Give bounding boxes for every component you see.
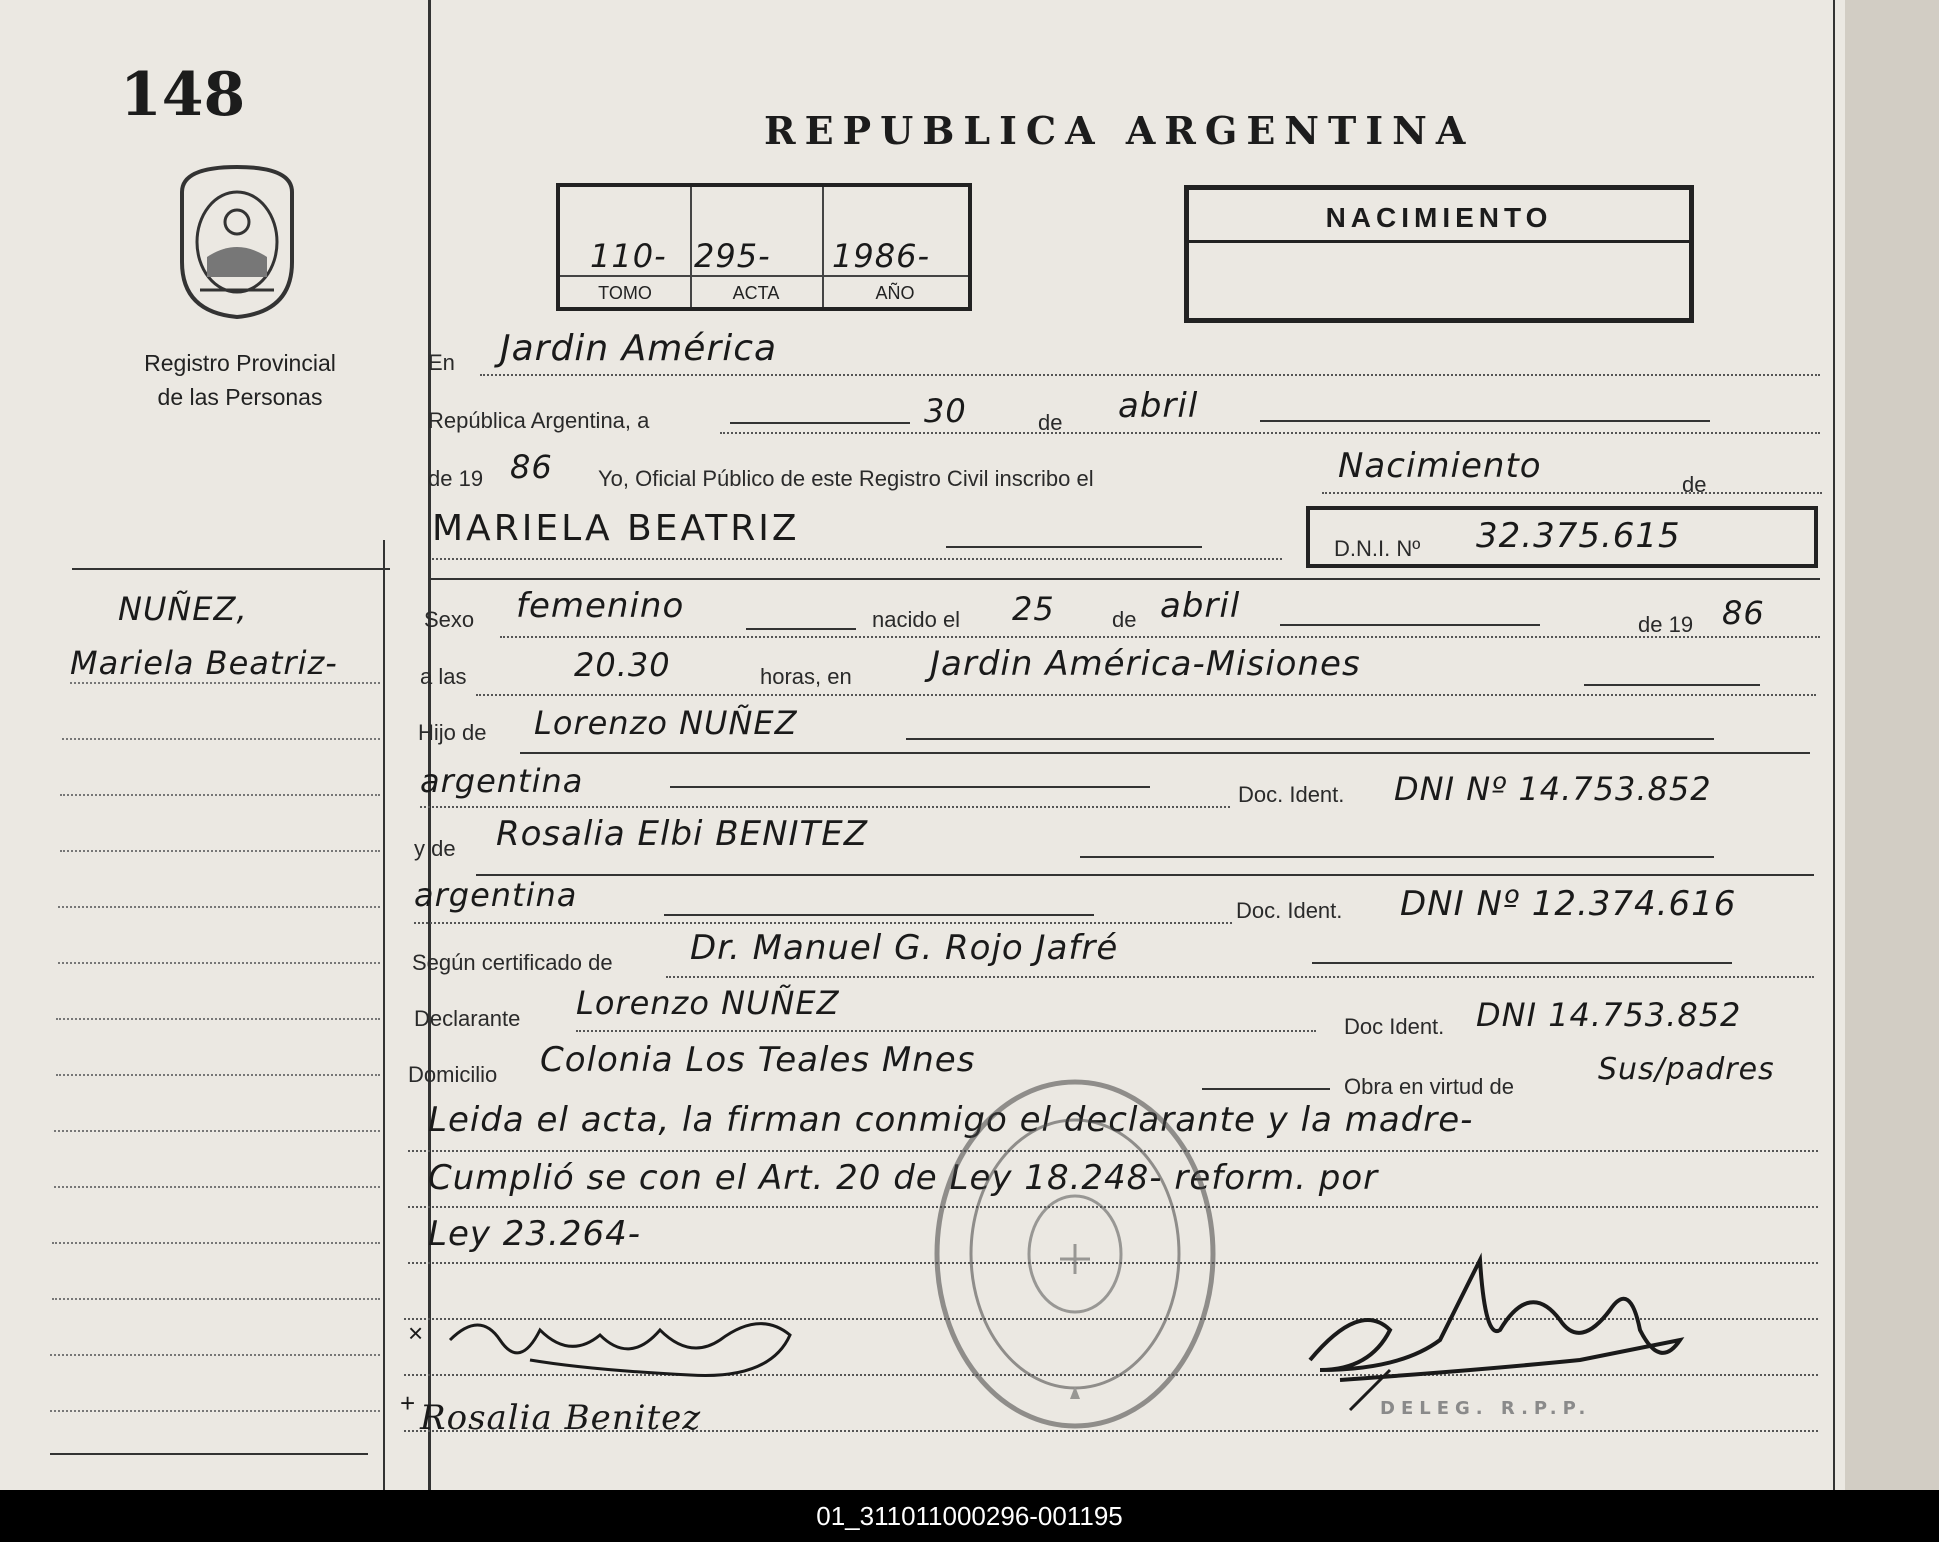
line-a-las <box>476 694 1816 696</box>
signature-officer <box>1280 1220 1720 1420</box>
line-domicilio <box>1202 1088 1330 1090</box>
line-en <box>480 374 1820 376</box>
tomo-label: TOMO <box>598 283 652 303</box>
line-certificado-row <box>666 976 1814 978</box>
declarant-address: Colonia Los Teales Mnes <box>540 1040 976 1080</box>
margin-line-8 <box>56 1074 380 1076</box>
child-sex: femenino <box>516 586 685 626</box>
provincial-seal-logo <box>172 162 302 322</box>
margin-line-2 <box>62 738 380 740</box>
line-mother-nationality <box>664 914 1094 916</box>
father-name: Lorenzo NUÑEZ <box>534 704 798 742</box>
act-type-divider <box>1189 240 1689 243</box>
registration-day: 30 <box>924 392 967 430</box>
declarant-name: Lorenzo NUÑEZ <box>576 984 840 1022</box>
margin-line-9 <box>54 1130 380 1132</box>
margin-line-11 <box>52 1242 380 1244</box>
line-name <box>432 558 1282 560</box>
tomo-value: 110- <box>590 237 667 275</box>
birth-place: Jardin América-Misiones <box>930 644 1361 684</box>
label-de-1: de <box>1038 410 1063 435</box>
registry-name-line1: Registro Provincial <box>144 350 336 376</box>
remarks-line-3: Ley 23.264- <box>428 1214 642 1254</box>
line-before-day <box>730 422 910 424</box>
line-mother <box>1080 856 1714 858</box>
label-dni: D.N.I. Nº <box>1334 536 1421 561</box>
line-yo-oficial <box>1322 492 1822 494</box>
birth-day: 25 <box>1012 590 1055 628</box>
margin-separator-top <box>72 568 390 570</box>
label-en: En <box>428 350 455 375</box>
margin-line-5 <box>58 906 380 908</box>
register-reference-box <box>556 183 972 311</box>
label-de-3: de <box>1112 607 1137 632</box>
label-republica-a: República Argentina, a <box>428 408 650 433</box>
line-father-nationality <box>670 786 1150 788</box>
line-republica <box>720 432 1820 434</box>
officer-stamp-text: DELEG. R.P.P. <box>1380 1398 1592 1419</box>
registration-month: abril <box>1118 386 1199 426</box>
label-de-19-birth: de 19 <box>1638 612 1694 637</box>
remarks-line-1: Leida el acta, la firman conmigo el declarante y la madre- <box>428 1100 1474 1140</box>
mother-dni: DNI Nº 12.374.616 <box>1400 884 1737 924</box>
line-after-name <box>946 546 1202 548</box>
act-type-label: NACIMIENTO <box>1325 202 1553 233</box>
right-edge-divider <box>1833 0 1835 1490</box>
line-father-nat-row <box>420 806 1230 808</box>
cross-mark-2: + <box>400 1388 416 1418</box>
registry-stamp <box>930 1074 1220 1434</box>
margin-line-10 <box>54 1186 380 1188</box>
line-birth-month <box>1280 624 1540 626</box>
label-hijo-de: Hijo de <box>418 720 487 745</box>
inscribed-act: Nacimiento <box>1338 446 1542 486</box>
margin-separator-bottom <box>50 1453 368 1455</box>
child-dni: 32.375.615 <box>1476 516 1681 556</box>
mother-name: Rosalia Elbi BENITEZ <box>496 814 869 854</box>
margin-line-12 <box>52 1298 380 1300</box>
margin-note-given-names: Mariela Beatriz- <box>70 644 338 682</box>
acting-by-virtue-of: Sus/padres <box>1598 1052 1775 1087</box>
line-sexo <box>746 628 856 630</box>
registry-name <box>100 346 380 414</box>
ref-baseline <box>560 275 968 277</box>
label-doc-ident-father: Doc. Ident. <box>1238 782 1345 807</box>
father-nationality: argentina <box>420 762 584 800</box>
ano-label: AÑO <box>875 283 915 303</box>
margin-line-4 <box>60 850 380 852</box>
label-declarante: Declarante <box>414 1006 521 1031</box>
margin-line-3 <box>60 794 380 796</box>
label-yo-oficial: Yo, Oficial Público de este Registro Civil inscribo el <box>598 466 1094 491</box>
line-mother-nat-row <box>414 922 1232 924</box>
section-divider-2 <box>520 752 1810 754</box>
margin-line-6 <box>58 962 380 964</box>
acta-value: 295- <box>694 237 771 275</box>
mother-signature-text: Rosalia Benitez <box>420 1398 702 1438</box>
image-identifier: 01_311011000296-001195 <box>0 1490 1939 1542</box>
country-title: REPUBLICA ARGENTINA <box>764 108 1475 153</box>
section-divider-3 <box>476 874 1814 876</box>
registration-year-suffix: 86 <box>510 448 553 486</box>
line-sexo-row <box>500 636 1820 638</box>
page-edge-shadow <box>1845 0 1939 1490</box>
margin-note-surname: NUÑEZ, <box>118 590 248 628</box>
line-certificado <box>1312 962 1732 964</box>
margin-line-13 <box>50 1354 380 1356</box>
line-declarante <box>576 1030 1316 1032</box>
father-dni: DNI Nº 14.753.852 <box>1394 770 1712 808</box>
child-given-names: MARIELA BEATRIZ <box>432 508 800 549</box>
birth-month: abril <box>1160 586 1241 626</box>
remarks-line-2: Cumplió se con el Art. 20 de Ley 18.248- reform. por <box>428 1158 1379 1198</box>
label-doc-ident-mother: Doc. Ident. <box>1236 898 1343 923</box>
label-nacido-el: nacido el <box>872 607 961 632</box>
act-type-box <box>1184 185 1694 323</box>
margin-line-14 <box>50 1410 380 1412</box>
birth-year-suffix: 86 <box>1722 594 1765 632</box>
line-birth-place <box>1584 684 1760 686</box>
section-divider-1 <box>428 578 1820 580</box>
label-de-2: de <box>1682 472 1707 497</box>
label-sexo: Sexo <box>424 607 475 632</box>
signature-father <box>440 1300 800 1390</box>
birth-time: 20.30 <box>574 646 671 684</box>
ano-value: 1986- <box>832 237 930 275</box>
acta-label: ACTA <box>732 283 780 303</box>
left-column-divider <box>383 540 385 1490</box>
label-doc-ident-declarant: Doc Ident. <box>1344 1014 1445 1039</box>
margin-line-1 <box>70 682 380 684</box>
dni-box <box>1306 506 1818 568</box>
label-y-de: y de <box>414 836 456 861</box>
registry-name-line2: de las Personas <box>157 384 323 410</box>
label-domicilio: Domicilio <box>408 1062 498 1087</box>
page-number: 148 <box>120 60 246 130</box>
cross-mark-1: × <box>408 1318 424 1348</box>
certifying-doctor: Dr. Manuel G. Rojo Jafré <box>690 928 1119 968</box>
declarant-dni: DNI 14.753.852 <box>1476 996 1742 1034</box>
label-obra-en-virtud: Obra en virtud de <box>1344 1074 1514 1099</box>
line-after-month <box>1260 420 1710 422</box>
label-segun-certificado: Según certificado de <box>412 950 613 975</box>
label-de-19: de 19 <box>428 466 484 491</box>
place-of-registration: Jardin América <box>500 328 778 369</box>
margin-line-7 <box>56 1018 380 1020</box>
mother-nationality: argentina <box>414 876 578 914</box>
line-father <box>906 738 1714 740</box>
label-horas-en: horas, en <box>760 664 852 689</box>
label-a-las: a las <box>420 664 467 689</box>
